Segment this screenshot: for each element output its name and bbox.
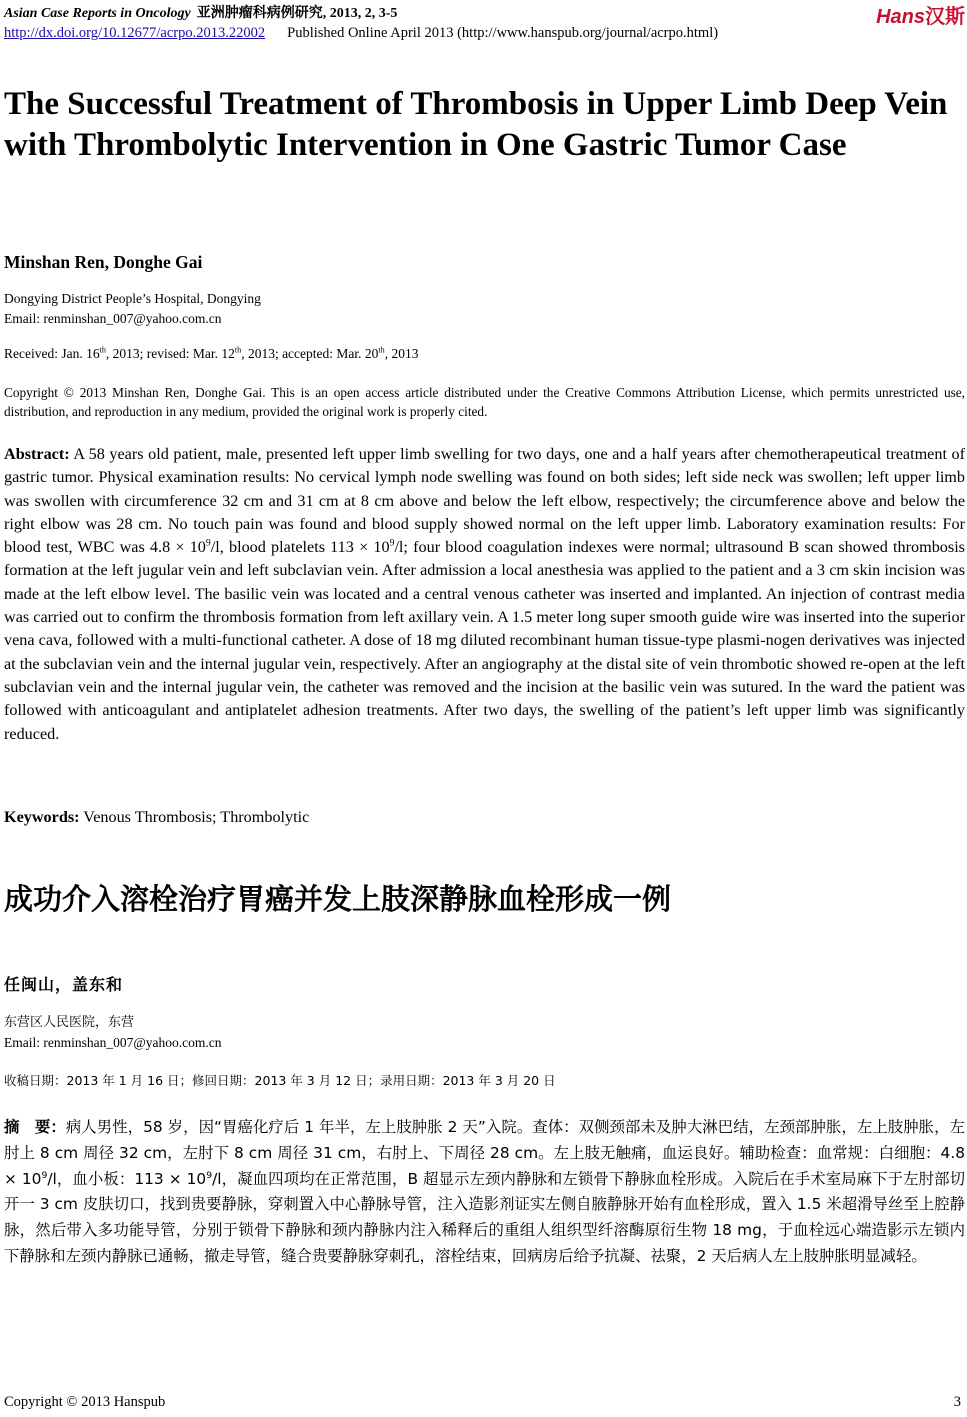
dates-tail: , 2013	[384, 346, 419, 361]
received-date: Received: Jan. 16	[4, 346, 100, 361]
publisher-logo-latin: Hans	[876, 6, 925, 28]
authors: Minshan Ren, Donghe Gai	[4, 252, 203, 272]
accepted-sup: th	[378, 345, 385, 355]
author-email: Email: renminshan_007@yahoo.com.cn	[4, 311, 222, 326]
journal-name-en: Asian Case Reports in Oncology	[4, 6, 191, 21]
abstract-cn	[4, 1115, 965, 1270]
abstract-cn-text-3: /l，凝血四项均在正常范围，B 超显示左颈内静脉和左锁骨下静脉血栓形成。入院后在手术室局麻下于左肘部切开一 3 cm 皮肤切口，找到贵要静脉，穿刺置入中心静脉导管，注入造影剂证实左侧自腋静脉开始有血栓形成，置入 1.5 米超滑导丝至上腔静脉，然后带入多功能导管，分别于锁骨下静脉和颈内静脉内注入稀释后的重组人组织型纤溶酶原衍生物 18 mg，于血栓远心端造影示左锁内下静脉和左颈内静脉已通畅，撤走导管，缝合贵要静脉穿刺孔，溶栓结束，回病房后给予抗凝、祛聚，2 天后病人左上肢肿胀明显减轻。	[4, 1169, 965, 1265]
article-title-cn: 成功介入溶栓治疗胃癌并发上肢深静脉血栓形成一例	[4, 882, 672, 916]
published-online: Published Online April 2013 (http://www.hanspub.org/journal/acrpo.html)	[287, 25, 719, 41]
abstract-cn-text-2: /l，血小板：113 × 10	[47, 1169, 207, 1188]
abstract-cn-text-1: 病人男性，58 岁，因“胃癌化疗后 1 年半，左上肢肿胀 2 天”入院。查体：双侧颈部未及肿大淋巴结，左颈部肿胀，左上肢肿胀，左肘上 8 cm 周径 32 cm，左肘下 8 cm 周径 31 cm，右肘上、下周径 28 cm。左上肢无触痛，血运良好。辅助检查：血常规：白细胞：4.8 × 10	[4, 1118, 965, 1188]
revised-sup: th	[234, 345, 242, 355]
received-sup: th	[99, 345, 106, 355]
article-dates-cn: 收稿日期：2013 年 1 月 16 日；修回日期：2013 年 3 月 12 日；录用日期：2013 年 3 月 20 日	[4, 1073, 556, 1088]
abstract-text-3: /l; four blood coagulation indexes were normal; ultrasound B scan showed thrombosis formation at the left jugular vein and left subclavian vein. After admission a local anesthesia was applied to the patient and a 3 cm skin incision was made at the left elbow level. The basilic vein was located and a central venous catheter was inserted and implanted. An injection of contrast media was carried out to confirm the thrombosis formation from left axillary vein. A 1.5 meter long super smooth guide wire was inserted into the superior vena cava, followed with a multi-functional catheter. A dose of 18 mg diluted recombinant human tissue-type plasmi-nogen derivatives was injected at the subclavian vein and the internal jugular vein, respectively. After an angiography at the distal site of vein thrombotic showed re-open at the left subclavian vein and the internal jugular vein, the catheter was removed and the incision at the basilic vein was sutured. In the ward the patient was followed with anticoagulant and antiplatelet adhesion treatments. After two days, the swelling of the patient’s left upper limb was significantly reduced.	[4, 538, 965, 743]
publisher-logo	[876, 0, 965, 29]
accepted-date: , 2013; accepted: Mar. 20	[241, 346, 379, 361]
affiliation-cn: 东营区人民医院，东营	[4, 1015, 135, 1030]
abstract-sup-2: 9	[389, 537, 395, 549]
abstract-text-2: /l, blood platelets 113 × 10	[210, 538, 390, 557]
keywords-text: Venous Thrombosis; Thrombolytic	[83, 808, 310, 826]
abstract-label: Abstract:	[4, 445, 70, 463]
journal-name-cn: 亚洲肿瘤科病例研究, 2013, 2, 3-5	[196, 6, 398, 21]
page-number: 3	[953, 1394, 961, 1410]
article-title: The Successful Treatment of Thrombosis in Upper Limb Deep Vein with Thrombolytic Intervention in One Gastric Tumor Case	[4, 86, 948, 163]
publisher-logo-cn: 汉斯	[925, 4, 965, 28]
revised-date: , 2013; revised: Mar. 12	[105, 346, 235, 361]
affiliation: Dongying District People’s Hospital, Dongying	[4, 291, 261, 306]
abstract-text-1: A 58 years old patient, male, presented left upper limb swelling for two days, one and a half years after chemotherapeutical treatment of gastric tumor. Physical examination results: No cervical lymph node swelling was found on both sides; left side neck was swollen; left upper limb was swollen with circumference 32 cm and 31 cm at 8 cm above and below the left elbow, respectively; the circumference above and below the right elbow was 28 cm. No touch pain was found and blood supply showed normal on the left upper limb. Laboratory examination results: For blood test, WBC was 4.8 × 10	[4, 445, 965, 557]
author-email-cn: Email: renminshan_007@yahoo.com.cn	[4, 1035, 222, 1050]
publication-info	[4, 25, 718, 42]
abstract-cn-sup-2: 9	[206, 1169, 213, 1181]
article-dates	[4, 344, 418, 363]
footer-copyright: Copyright © 2013 Hanspub	[4, 1394, 166, 1410]
doi-link[interactable]: http://dx.doi.org/10.12677/acrpo.2013.22002	[4, 25, 266, 41]
copyright-notice: Copyright © 2013 Minshan Ren, Donghe Gai. This is an open access article distributed under the Creative Commons Attribution License, which permits unrestricted use, distribution, and reproduction in any medium, provided the original work is properly cited.	[4, 385, 965, 419]
authors-cn: 任闽山，盖东和	[4, 975, 124, 994]
abstract	[4, 443, 965, 746]
abstract-sup-1: 9	[205, 537, 211, 549]
keywords-label: Keywords:	[4, 808, 80, 826]
journal-name	[4, 2, 397, 22]
abstract-cn-sup-1: 9	[41, 1169, 48, 1181]
keywords	[4, 808, 309, 827]
abstract-label-cn: 摘 要：	[4, 1118, 66, 1136]
